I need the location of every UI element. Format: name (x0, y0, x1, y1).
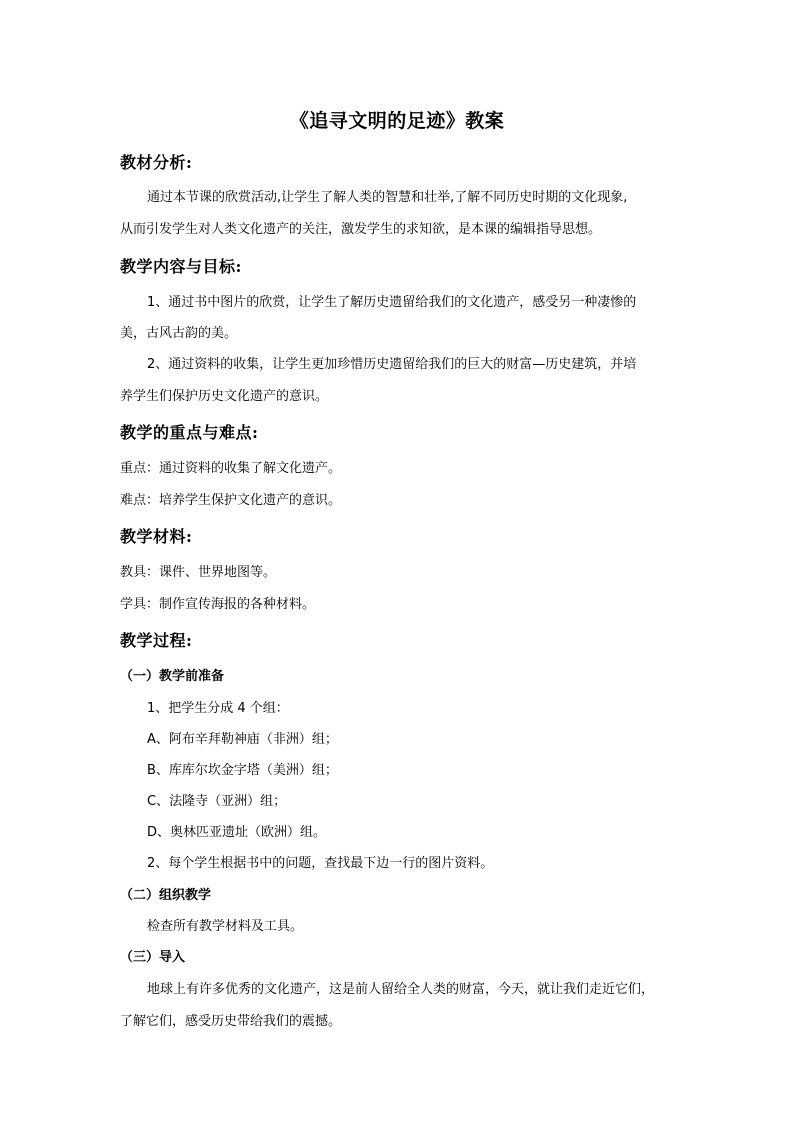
step1-line-1: 1、把学生分成 4 个组： (147, 701, 289, 716)
focus-difficulty: 难点：培养学生保护文化遗产的意识。 (120, 493, 342, 508)
step3-heading: （三）导入 (120, 950, 186, 965)
step1-line-3: B、库库尔坎金字塔（美洲）组； (147, 763, 338, 778)
focus-key-point: 重点：通过资料的收集了解文化遗产。 (120, 461, 342, 476)
step1-line-4: C、法隆寺（亚洲）组； (147, 794, 287, 809)
heading-goals: 教学内容与目标: (120, 257, 242, 276)
step3-line-1: 地球上有许多优秀的文化遗产，这是前人留给全人类的财富，今天，就让我们走近它们， (147, 982, 655, 997)
heading-process: 教学过程: (120, 631, 193, 650)
step2-line-1: 检查所有教学材料及工具。 (147, 919, 304, 934)
document-title: 《追寻文明的足迹》教案 (289, 110, 505, 132)
goals-line-1: 1、通过书中图片的欣赏，让学生了解历史遗留给我们的文化遗产，感受另一种凄惨的 (147, 295, 637, 310)
step1-heading: （一）教学前准备 (120, 669, 225, 684)
heading-analysis: 教材分析: (120, 153, 193, 172)
heading-focus: 教学的重点与难点: (120, 423, 259, 442)
materials-teacher: 教具：课件、世界地图等。 (120, 565, 277, 580)
step1-line-6: 2、每个学生根据书中的问题，查找最下边一行的图片资料。 (147, 856, 494, 871)
step1-line-2: A、阿布辛拜勒神庙（非洲）组； (147, 732, 338, 747)
analysis-line-2: 从而引发学生对人类文化遗产的关注，激发学生的求知欲，是本课的编辑指导思想。 (120, 222, 602, 237)
goals-line-3: 2、通过资料的收集，让学生更加珍惜历史遗留给我们的巨大的财富—历史建筑，并培 (147, 357, 637, 372)
heading-materials: 教学材料: (120, 527, 193, 546)
step2-heading: （二）组织教学 (120, 888, 212, 903)
step3-line-2: 了解它们，感受历史带给我们的震撼。 (120, 1014, 342, 1029)
analysis-line-1: 通过本节课的欣赏活动,让学生了解人类的智慧和壮举,了解不同历史时期的文化现象, (147, 190, 628, 205)
goals-line-4: 养学生们保护历史文化遗产的意识。 (120, 389, 329, 404)
goals-line-2: 美，古风古韵的美。 (120, 326, 238, 341)
materials-student: 学具：制作宣传海报的各种材料。 (120, 597, 316, 612)
step1-line-5: D、奥林匹亚遗址（欧洲）组。 (147, 825, 327, 840)
